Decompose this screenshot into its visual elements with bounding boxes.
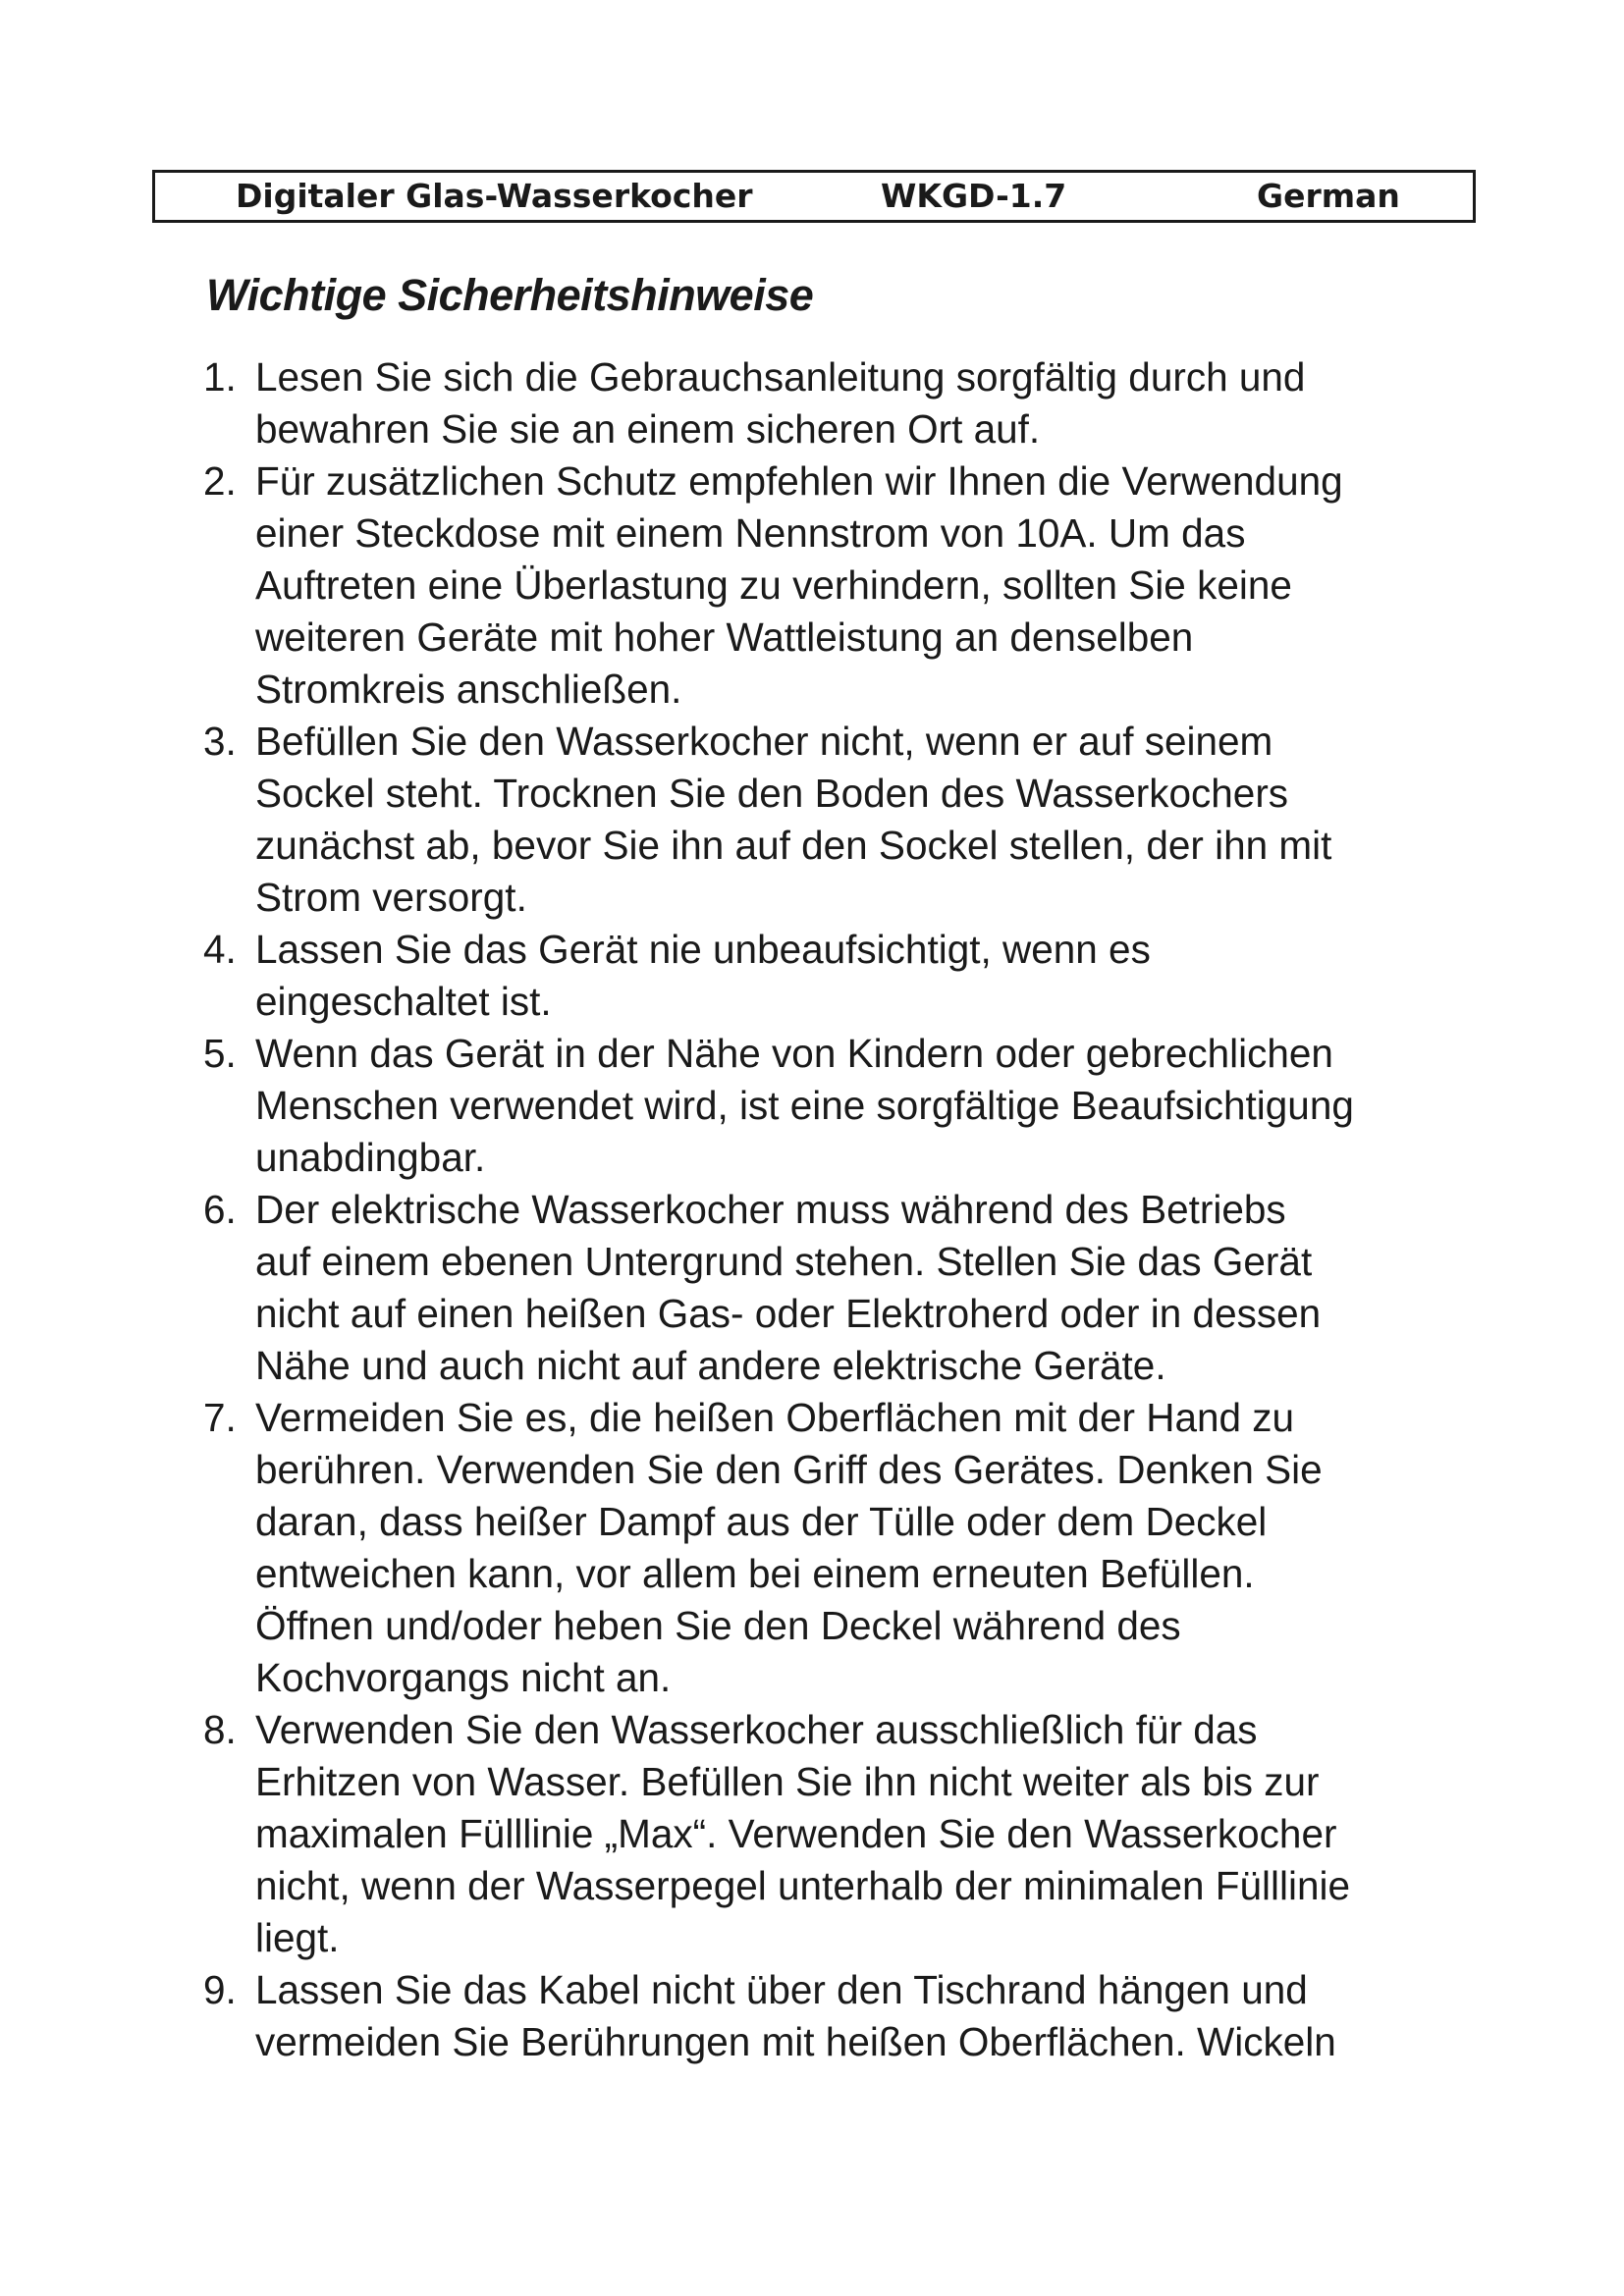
- safety-instructions-list: [0, 351, 1624, 2068]
- text-line: Für zusätzlichen Schutz empfehlen wir Ihnen die Verwendung: [255, 458, 1343, 504]
- list-item-number: 9.: [203, 1967, 237, 2012]
- text-line: Lassen Sie das Gerät nie unbeaufsichtigt, wenn es: [255, 927, 1151, 972]
- text-line: weiteren Geräte mit hoher Wattleistung an denselben: [255, 614, 1194, 660]
- text-line: Auftreten eine Überlastung zu verhindern, sollten Sie keine: [255, 562, 1292, 608]
- list-item: [0, 1704, 1624, 1964]
- text-line: Lassen Sie das Kabel nicht über den Tischrand hängen und: [255, 1967, 1308, 2012]
- list-item-number: 3.: [203, 719, 237, 764]
- text-line: auf einem ebenen Untergrund stehen. Stellen Sie das Gerät: [255, 1239, 1313, 1284]
- list-item: [0, 351, 1624, 455]
- language-label: German: [1257, 177, 1400, 215]
- text-line: Verwenden Sie den Wasserkocher ausschließlich für das: [255, 1707, 1258, 1752]
- list-item-number: 4.: [203, 927, 237, 972]
- text-line: eingeschaltet ist.: [255, 979, 552, 1024]
- text-line: vermeiden Sie Berührungen mit heißen Oberflächen. Wickeln: [255, 2019, 1336, 2064]
- text-line: maximalen Fülllinie „Max“. Verwenden Sie den Wasserkocher: [255, 1811, 1337, 1856]
- text-line: Der elektrische Wasserkocher muss während des Betriebs: [255, 1187, 1286, 1232]
- text-line: Sockel steht. Trocknen Sie den Boden des Wasserkochers: [255, 771, 1289, 816]
- document-header-box: [152, 170, 1476, 223]
- text-line: entweichen kann, vor allem bei einem erneuten Befüllen.: [255, 1551, 1255, 1596]
- list-item-number: 6.: [203, 1187, 237, 1232]
- text-line: Stromkreis anschließen.: [255, 667, 682, 712]
- text-line: Strom versorgt.: [255, 875, 527, 920]
- list-item: [0, 1964, 1624, 2068]
- text-line: unabdingbar.: [255, 1135, 486, 1180]
- list-item-number: 5.: [203, 1031, 237, 1076]
- text-line: daran, dass heißer Dampf aus der Tülle oder dem Deckel: [255, 1499, 1268, 1544]
- text-line: nicht auf einen heißen Gas- oder Elektroherd oder in dessen: [255, 1291, 1322, 1336]
- list-item-text: [255, 1028, 1536, 1184]
- list-item-text: [255, 1964, 1536, 2068]
- list-item-text: [255, 1392, 1536, 1704]
- text-line: berühren. Verwenden Sie den Griff des Gerätes. Denken Sie: [255, 1447, 1323, 1492]
- text-line: bewahren Sie sie an einem sicheren Ort auf.: [255, 406, 1041, 452]
- list-item-text: [255, 1704, 1536, 1964]
- text-line: Menschen verwendet wird, ist eine sorgfältige Beaufsichtigung: [255, 1083, 1354, 1128]
- text-line: Lesen Sie sich die Gebrauchsanleitung sorgfältig durch und: [255, 354, 1306, 400]
- text-line: Befüllen Sie den Wasserkocher nicht, wenn er auf seinem: [255, 719, 1273, 764]
- text-line: zunächst ab, bevor Sie ihn auf den Sockel stellen, der ihn mit: [255, 823, 1332, 868]
- text-line: Kochvorgangs nicht an.: [255, 1655, 672, 1700]
- list-item: [0, 1028, 1624, 1184]
- text-line: Vermeiden Sie es, die heißen Oberflächen mit der Hand zu: [255, 1395, 1295, 1440]
- text-line: nicht, wenn der Wasserpegel unterhalb der minimalen Fülllinie: [255, 1863, 1351, 1908]
- text-line: Nähe und auch nicht auf andere elektrische Geräte.: [255, 1343, 1166, 1388]
- list-item-text: [255, 351, 1536, 455]
- list-item-number: 7.: [203, 1395, 237, 1440]
- text-line: Wenn das Gerät in der Nähe von Kindern oder gebrechlichen: [255, 1031, 1333, 1076]
- list-item: [0, 1184, 1624, 1392]
- list-item-text: [255, 455, 1536, 716]
- product-title: Digitaler Glas-Wasserkocher: [236, 177, 753, 215]
- list-item: [0, 716, 1624, 924]
- list-item-text: [255, 716, 1536, 924]
- list-item: [0, 1392, 1624, 1704]
- model-number: WKGD-1.7: [881, 177, 1067, 215]
- list-item-text: [255, 924, 1536, 1028]
- list-item-number: 8.: [203, 1707, 237, 1752]
- section-title: Wichtige Sicherheitshinweise: [206, 270, 814, 320]
- text-line: Erhitzen von Wasser. Befüllen Sie ihn nicht weiter als bis zur: [255, 1759, 1320, 1804]
- text-line: Öffnen und/oder heben Sie den Deckel während des: [255, 1603, 1181, 1648]
- list-item: [0, 455, 1624, 716]
- list-item: [0, 924, 1624, 1028]
- text-line: liegt.: [255, 1915, 340, 1960]
- list-item-number: 2.: [203, 458, 237, 504]
- list-item-text: [255, 1184, 1536, 1392]
- text-line: einer Steckdose mit einem Nennstrom von 10A. Um das: [255, 510, 1246, 556]
- list-item-number: 1.: [203, 354, 237, 400]
